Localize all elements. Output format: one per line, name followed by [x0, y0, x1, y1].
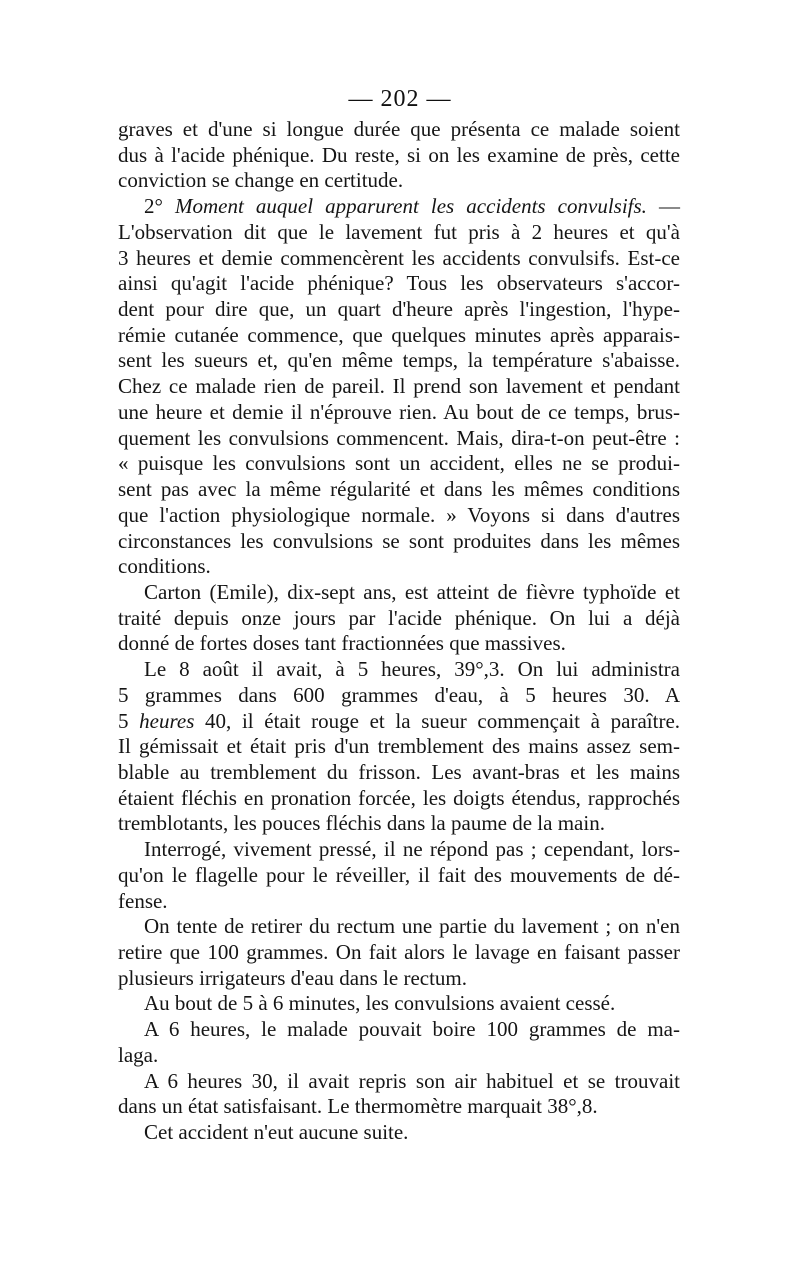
text-line: dent pour dire que, un quart d'heure après l'ingestion, l'hype-: [118, 297, 680, 322]
text-line: rémie cutanée commence, que quelques minutes après apparais-: [118, 322, 680, 347]
text-line: que l'action physiologique normale. » Voyons si dans d'autres: [118, 502, 680, 527]
text-line: quement les convulsions commencent. Mais, dira-t-on peut-être :: [118, 425, 680, 450]
text-line: 3 heures et demie commencèrent les accidents convulsifs. Est-ce: [118, 245, 680, 270]
text-span: 2°: [144, 194, 175, 219]
text-line: Chez ce malade rien de pareil. Il prend son lavement et pendant: [118, 374, 680, 399]
text-span: 5: [118, 708, 140, 733]
text-line: laga.: [118, 1042, 159, 1067]
text-line: qu'on le flagelle pour le réveiller, il fait des mouvements de dé-: [118, 862, 680, 887]
text-span: 40, il était rouge et la sueur commençait à paraître.: [194, 708, 681, 733]
text-line: circonstances les convulsions se sont produites dans les mêmes: [118, 528, 680, 553]
text-line: étaient fléchis en pronation forcée, les doigts étendus, rapprochés: [118, 785, 680, 810]
text-line: blable au tremblement du frisson. Les avant-bras et les mains: [118, 759, 680, 784]
text-line: fense.: [118, 888, 168, 913]
text-line: [118, 683, 680, 709]
text-line: dans un état satisfaisant. Le thermomètre marquait 38°,8.: [118, 1094, 598, 1119]
text-line: A 6 heures, le malade pouvait boire 100 grammes de ma-: [144, 1017, 680, 1042]
italic-text-span: Moment auquel apparurent les accidents convulsifs.: [174, 194, 647, 219]
text-line: Carton (Emile), dix-sept ans, est atteint de fièvre typhoïde et: [144, 579, 680, 604]
text-span: 5 grammes dans 600 grammes d'eau, à 5 heures 30. A: [118, 682, 680, 707]
text-line: conviction se change en certitude.: [118, 168, 404, 193]
text-line: ainsi qu'agit l'acide phénique? Tous les observateurs s'accor-: [118, 271, 680, 296]
text-line: sent les sueurs et, qu'en même temps, la température s'abaisse.: [118, 348, 680, 373]
italic-text-span: heures: [139, 708, 195, 733]
text-line: L'observation dit que le lavement fut pris à 2 heures et qu'à: [118, 219, 680, 244]
text-line: Interrogé, vivement pressé, il ne répond pas ; cependant, lors-: [144, 837, 680, 862]
body-text: [118, 117, 680, 1146]
text-line: [118, 709, 680, 735]
text-line: conditions.: [118, 554, 211, 579]
text-line: [118, 194, 680, 220]
text-line: Il gémissait et était pris d'un tremblement des mains assez sem-: [118, 734, 680, 759]
text-line: « puisque les convulsions sont un accident, elles ne se produi-: [118, 451, 680, 476]
text-line: retire que 100 grammes. On fait alors le lavage en faisant passer: [118, 940, 680, 964]
text-line: traité depuis onze jours par l'acide phénique. On lui a déjà: [118, 605, 680, 630]
text-line: A 6 heures 30, il avait repris son air habituel et se trouvait: [144, 1068, 680, 1093]
text-line: Le 8 août il avait, à 5 heures, 39°,3. On lui administra: [144, 657, 680, 682]
text-line: graves et d'une si longue durée que présenta ce malade soient: [118, 117, 680, 141]
text-line: une heure et demie il n'éprouve rien. Au bout de ce temps, brus-: [118, 399, 680, 424]
text-line: plusieurs irrigateurs d'eau dans le rectum.: [118, 965, 468, 990]
text-line: dus à l'acide phénique. Du reste, si on les examine de près, cette: [118, 142, 680, 167]
text-line: Au bout de 5 à 6 minutes, les convulsions avaient cessé.: [144, 991, 616, 1016]
page-number: — 202 —: [348, 86, 452, 112]
text-line: sent pas avec la même régularité et dans les mêmes conditions: [118, 477, 680, 502]
text-line: On tente de retirer du rectum une partie du lavement ; on n'en: [144, 914, 680, 939]
text-line: tremblotants, les pouces fléchis dans la paume de la main.: [118, 811, 605, 836]
text-line: Cet accident n'eut aucune suite.: [144, 1120, 409, 1145]
text-line: donné de fortes doses tant fractionnées que massives.: [118, 631, 566, 656]
text-span: —: [646, 194, 681, 219]
